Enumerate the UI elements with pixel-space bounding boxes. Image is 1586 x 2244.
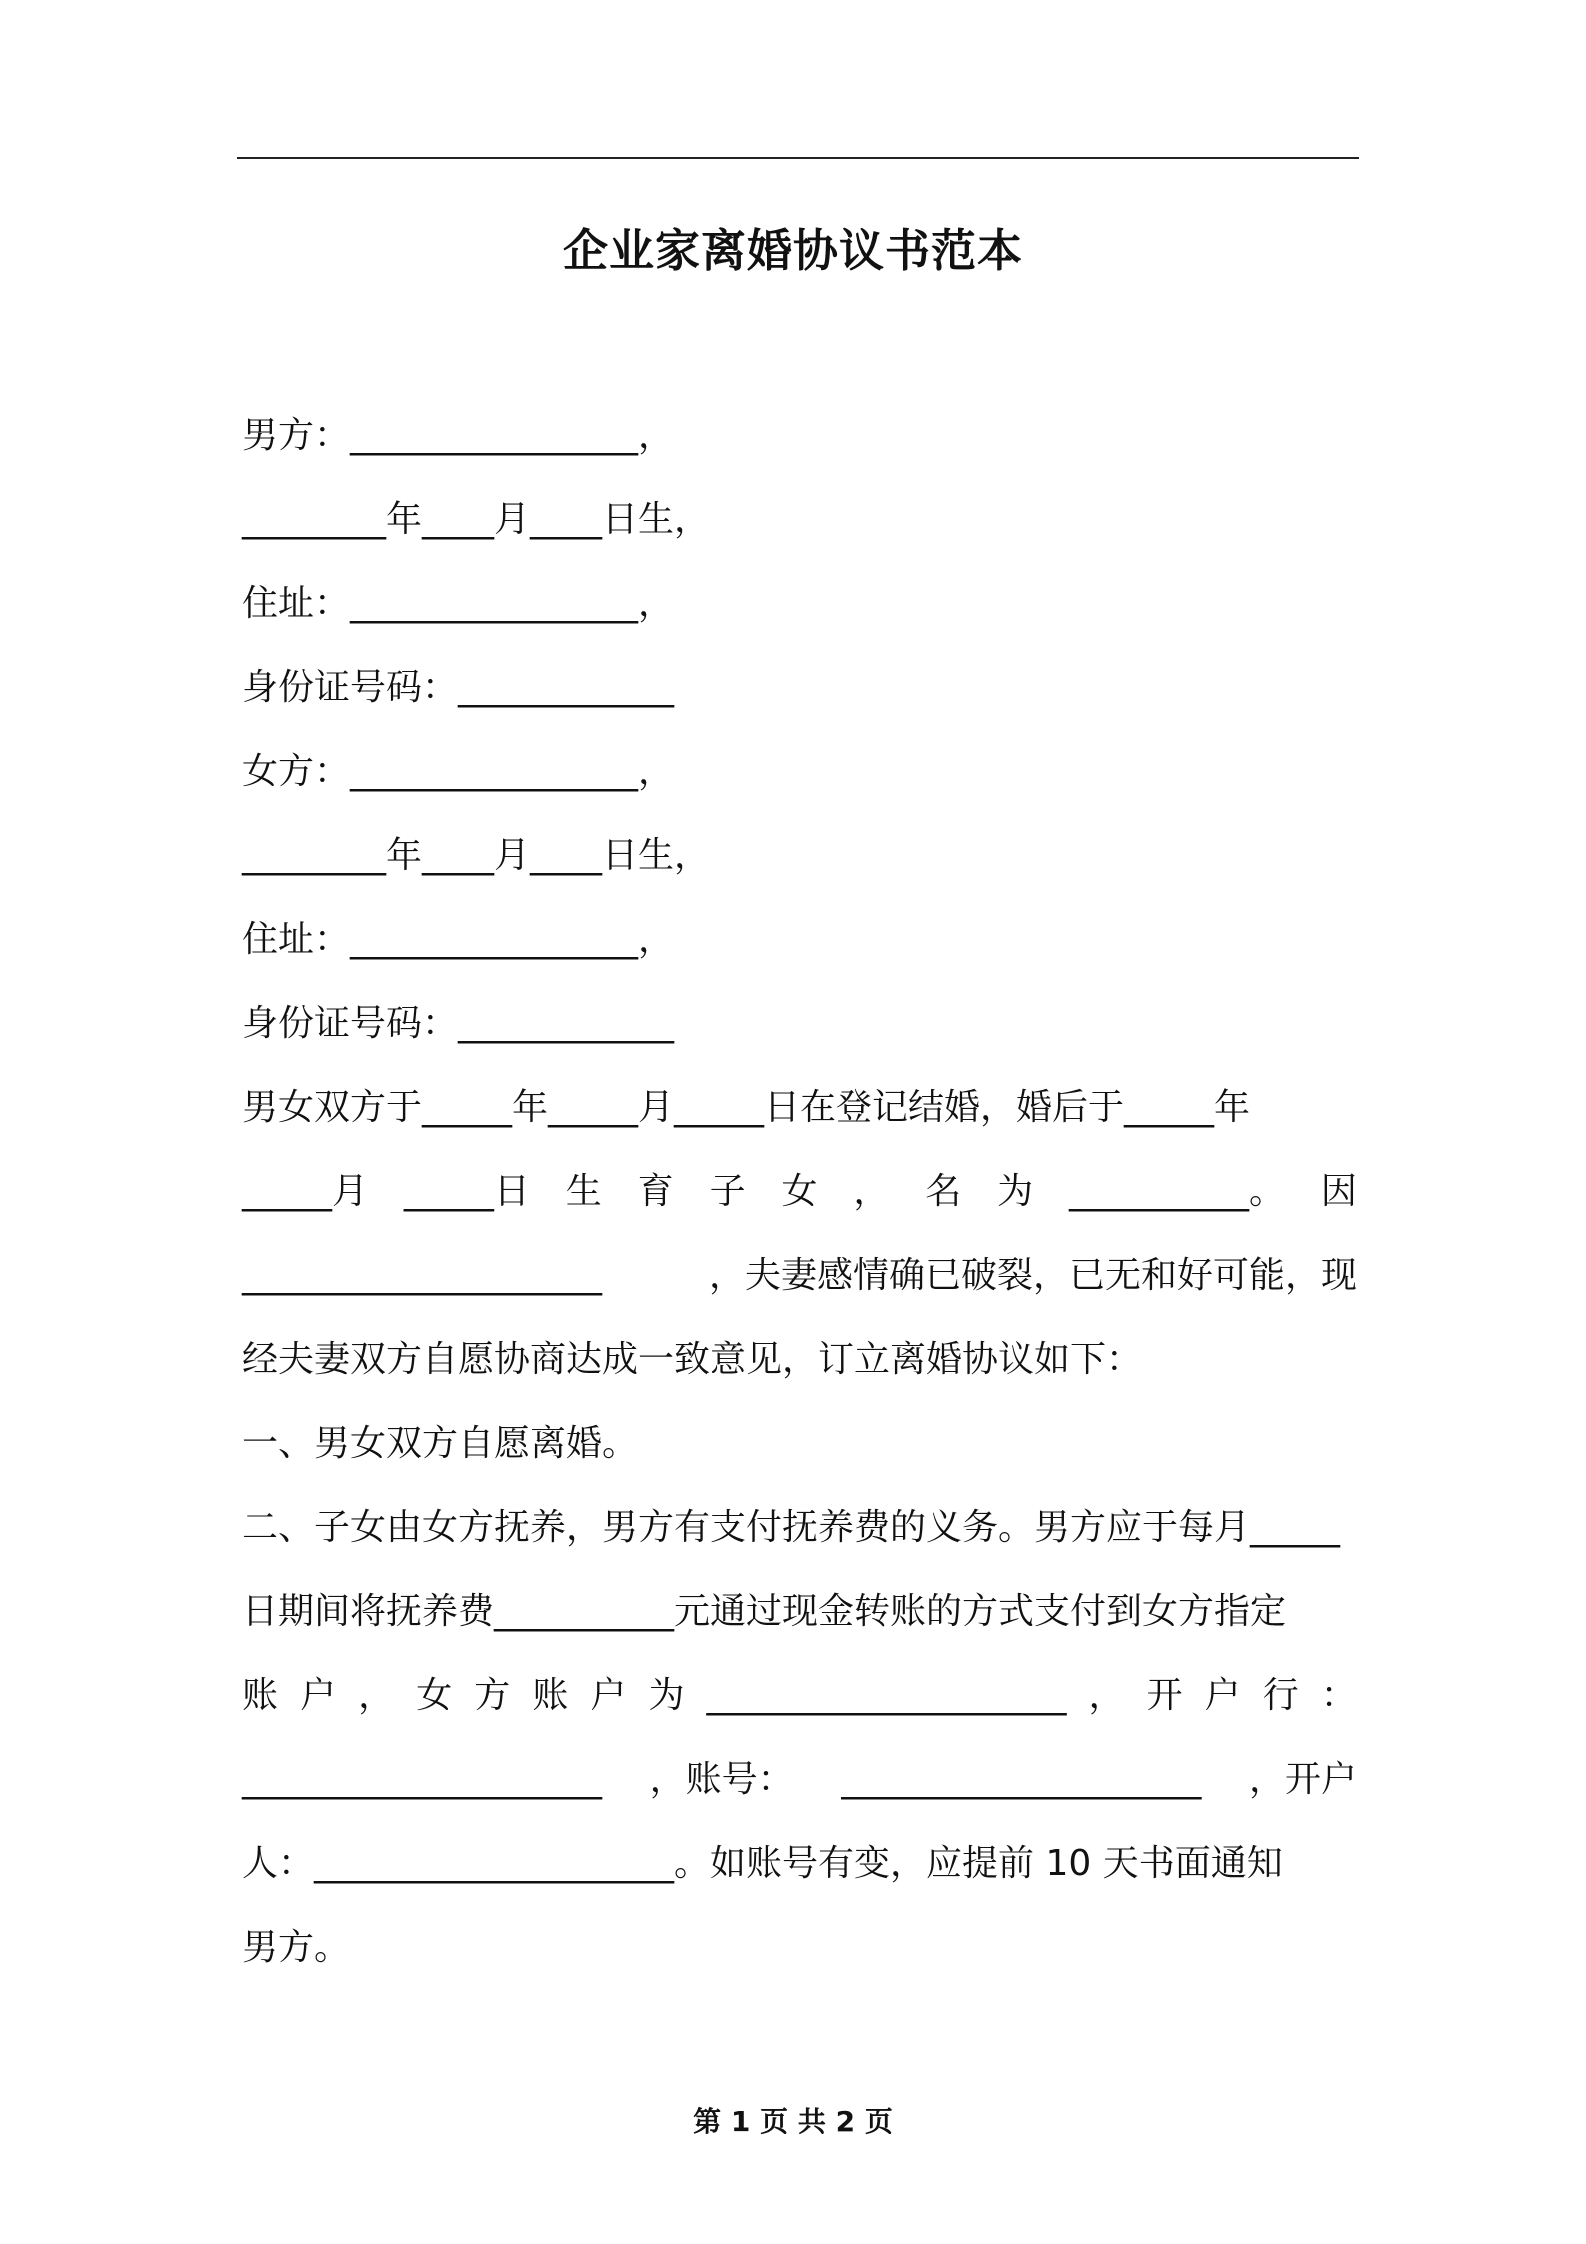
marriage-line [242,1084,1357,1132]
justified-token: 行 [1262,1675,1299,1716]
justified-token: 为 [997,1171,1034,1212]
female-birth-line: ________年____月____日生， [242,835,711,876]
justified-token: 户 [590,1675,627,1716]
justified-token: 育 [637,1171,674,1212]
male-name-line: 男方：________________， [242,415,675,456]
justified-token: 女 [781,1171,818,1212]
male-birth-line: ________年____月____日生， [242,499,711,540]
justified-token: ， [853,1171,890,1212]
justified-token: 为 [648,1675,685,1716]
marriage-line-text: 男女双方于_____年_____月_____日在登记结婚，婚后于_____年 [242,1087,1251,1128]
male-id-line: 身份证号码：____________ [242,667,675,708]
justified-token: 子 [709,1171,746,1212]
document-title: 企业家离婚协议书范本 [562,224,1023,277]
female-id-line: 身份证号码：____________ [242,1003,675,1044]
justified-token: ，夫妻感情确已破裂，已无和好可能，现 [708,1255,1357,1296]
justified-token: 账 [242,1675,279,1716]
justified-token: ， [358,1675,395,1716]
justified-token: _____日 [403,1171,530,1212]
justified-token: 因 [1320,1171,1357,1212]
justified-token: ____________________ [706,1675,1067,1716]
justified-token: 账 [532,1675,569,1716]
justified-token: 女 [416,1675,453,1716]
clause-two-line-1: 二、子女由女方抚养，男方有支付抚养费的义务。男方应于每月_____ [242,1507,1341,1548]
male-address-line: 住址：________________， [242,583,675,624]
justified-token: ， [1088,1675,1125,1716]
justified-token: _____月 [242,1171,369,1212]
clause-one: 一、男女双方自愿离婚。 [242,1423,639,1464]
female-name-line: 女方：________________， [242,751,675,792]
page-indicator: 第 1 页 共 2 页 [693,2105,893,2138]
justified-token: ： [1320,1675,1357,1716]
justified-token: 名 [925,1171,962,1212]
justified-token: 开 [1146,1675,1183,1716]
header-rule [237,157,1359,159]
clause-two-line-2: 日期间将抚养费__________元通过现金转账的方式支付到女方指定 [242,1591,1287,1632]
account-line [242,1672,1357,1720]
justified-token: ____________________ [242,1759,602,1800]
agreement-intro-line: 经夫妻双方自愿协商达成一致意见，订立离婚协议如下： [242,1339,1143,1380]
justified-token: 户 [1204,1675,1241,1716]
justified-token: ____________________ [242,1255,602,1296]
justified-token: ____________________ [841,1759,1202,1800]
children-line [242,1168,1357,1216]
reason-line [242,1252,1357,1300]
female-address-line: 住址：________________， [242,919,675,960]
justified-token: ，开户 [1248,1759,1357,1800]
justified-token: 户 [300,1675,337,1716]
account-holder-line: 人：____________________。如账号有变，应提前 10 天书面通知 [242,1843,1283,1884]
justified-token: 生 [565,1171,602,1212]
bank-line [242,1756,1357,1804]
justified-token: 方 [474,1675,511,1716]
justified-token: __________。 [1069,1171,1286,1212]
clause-two-end: 男方。 [242,1927,351,1968]
justified-token: ，账号： [649,1759,794,1800]
